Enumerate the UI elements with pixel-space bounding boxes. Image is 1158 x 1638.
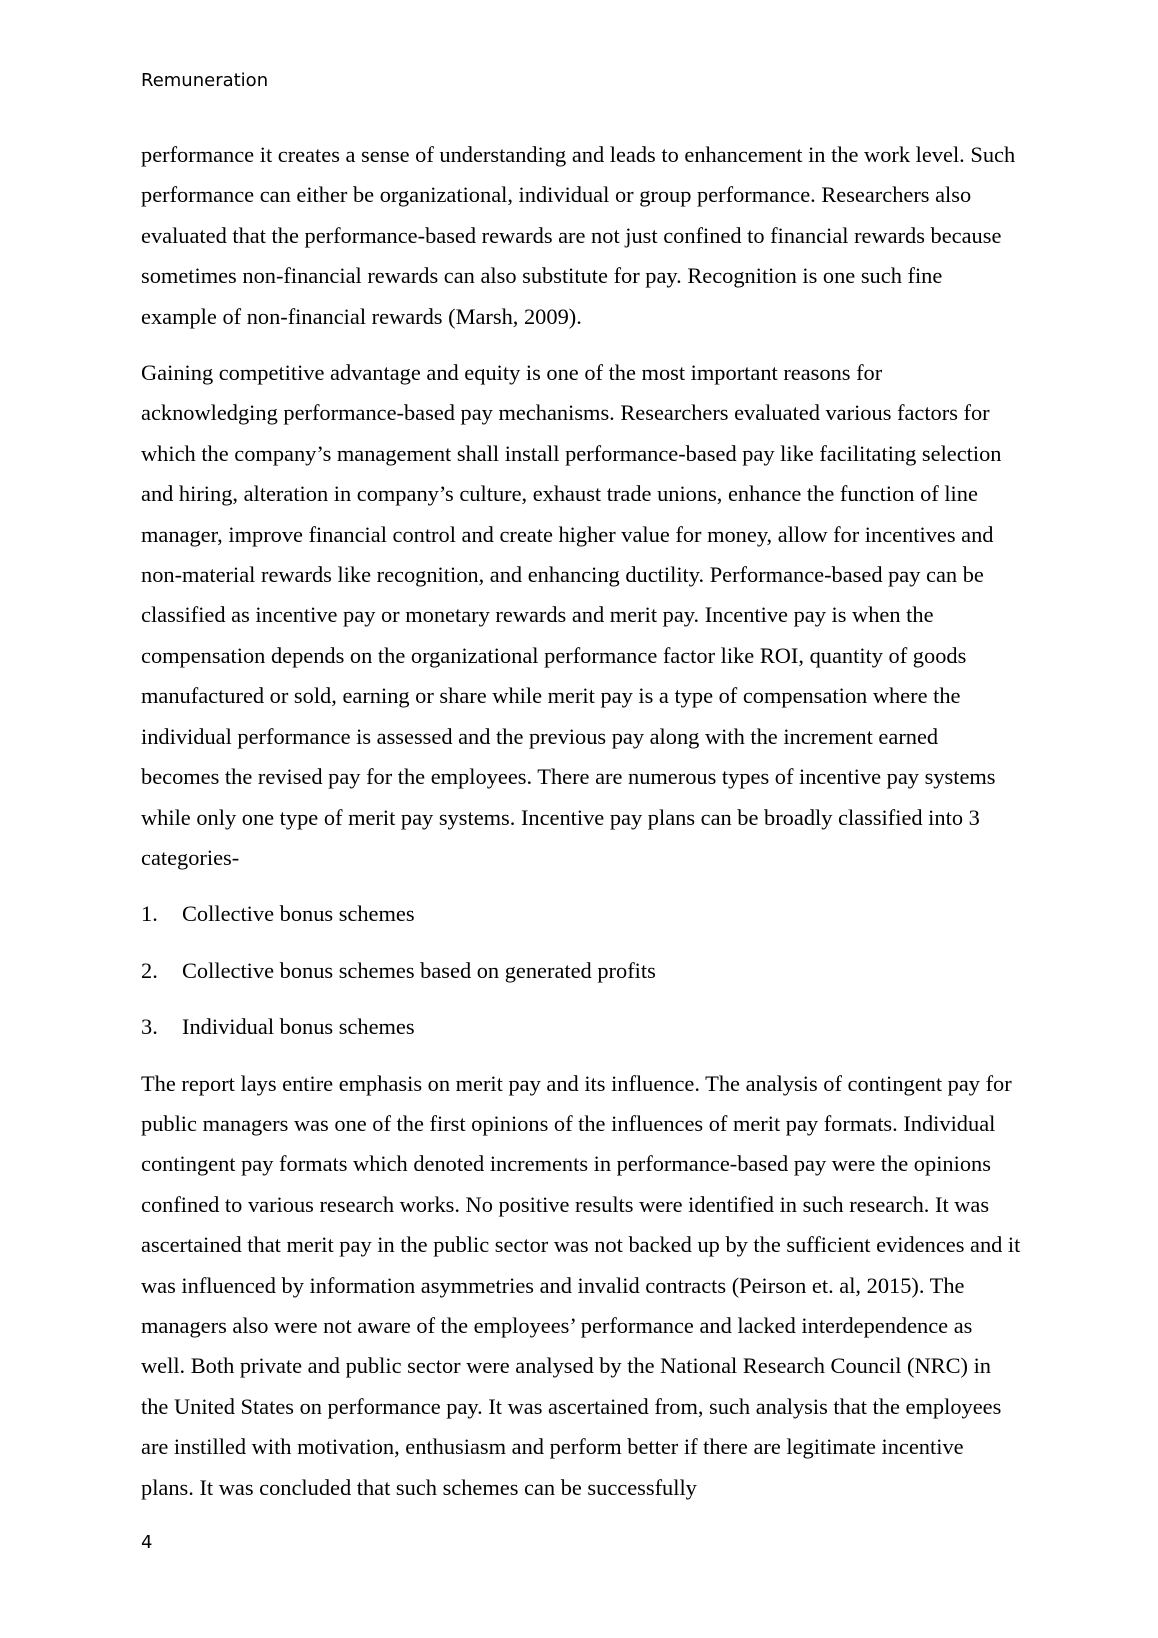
paragraph-1: performance it creates a sense of understanding and leads to enhancement in the work level. Such performance can either be organizational, individual or group performance. Researchers also evaluated that the performance-based rewards are not just confined to financial rewards because sometimes non-financial rewards can also substitute for pay. Recognition is one such fine example of non-financial rewards (Marsh, 2009). xyxy=(141,142,1016,329)
incentive-categories-list xyxy=(141,894,1021,1047)
list-item-text: Collective bonus schemes xyxy=(182,901,415,927)
list-item-text: Individual bonus schemes xyxy=(182,1014,415,1040)
list-item xyxy=(141,894,1021,934)
list-item-number: 2. xyxy=(141,957,158,983)
paragraph-2: Gaining competitive advantage and equity is one of the most important reasons for acknowledging performance-based pay mechanisms. Researchers evaluated various factors for which the company’s management shall install performance-based pay like facilitating selection and hiring, alteration in company’s culture, exhaust trade unions, enhance the function of line manager, improve financial control and create higher value for money, allow for incentives and non-material rewards like recognition, and enhancing ductility. Performance-based pay can be classified as incentive pay or monetary rewards and merit pay. Incentive pay is when the compensation depends on the organizational performance factor like ROI, quantity of goods manufactured or sold, earning or share while merit pay is a type of compensation where the individual performance is assessed and the previous pay along with the increment earned becomes the revised pay for the employees. There are numerous types of incentive pay systems while only one type of merit pay systems. Incentive pay plans can be broadly classified into 3 categories- xyxy=(141,360,1002,870)
list-item-number: 1. xyxy=(141,901,158,927)
list-item-text: Collective bonus schemes based on generated profits xyxy=(182,957,656,983)
running-header: Remuneration xyxy=(141,70,269,91)
body-text xyxy=(141,135,1021,1524)
paragraph-3: The report lays entire emphasis on merit pay and its influence. The analysis of contingent pay for public managers was one of the first opinions of the influences of merit pay formats. Individual contingent pay formats which denoted increments in performance-based pay were the opinions confined to various research works. No positive results were identified in such research. It was ascertained that merit pay in the public sector was not backed up by the sufficient evidences and it was influenced by information asymmetries and invalid contracts (Peirson et. al, 2015). The managers also were not aware of the employees’ performance and lacked interdependence as well. Both private and public sector were analysed by the National Research Council (NRC) in the United States on performance pay. It was ascertained from, such analysis that the employees are instilled with motivation, enthusiasm and perform better if there are legitimate incentive plans. It was concluded that such schemes can be successfully xyxy=(141,1070,1021,1500)
list-item-number: 3. xyxy=(141,1014,158,1040)
list-item xyxy=(141,951,1021,991)
list-item xyxy=(141,1007,1021,1047)
page-number: 4 xyxy=(141,1532,153,1553)
